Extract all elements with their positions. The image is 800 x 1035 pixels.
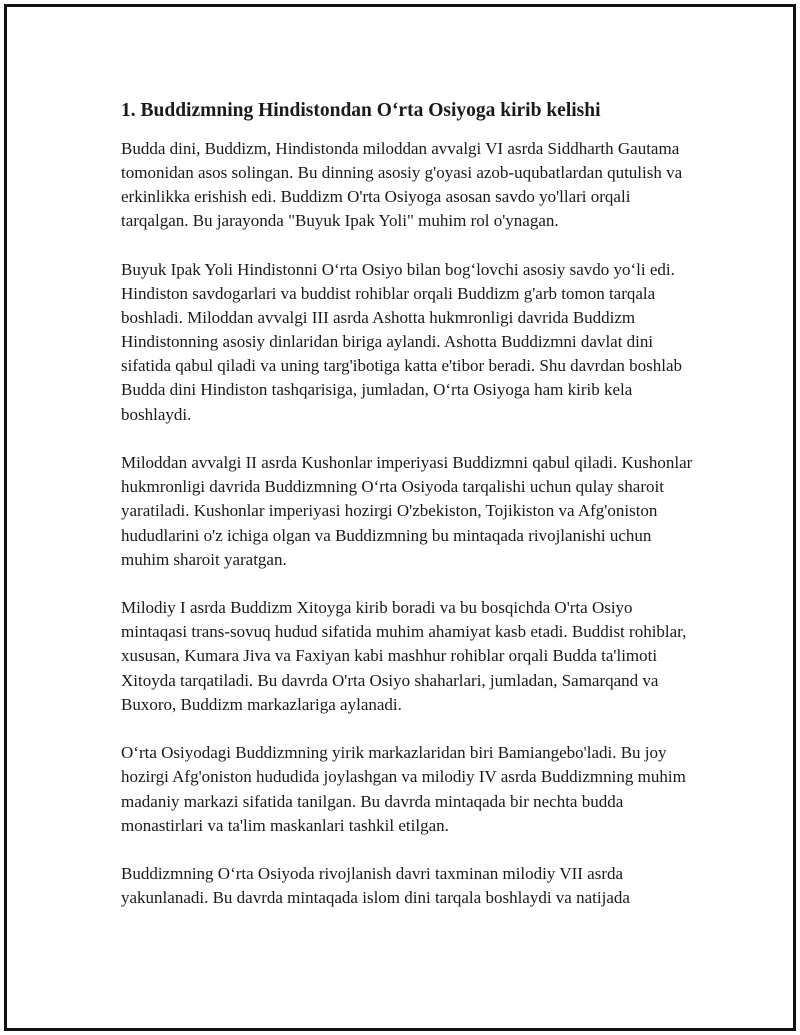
paragraph-4: Milodiy I asrda Buddizm Xitoyga kirib boradi va bu bosqichda O'rta Osiyo mintaqasi trans-sovuq hudud sifatida muhim ahamiyat kasb etadi. Buddist rohiblar, xususan, Kumara Jiva va Faxiyan kabi mashhur rohiblar orqali Budda ta'limoti Xitoyda tarqatiladi. Bu davrda O'rta Osiyo shaharlari, jumladan, Samarqand va Buxoro, Buddizm markazlariga aylanadi. <box>121 598 687 714</box>
paragraph-6: Buddizmning O‘rta Osiyoda rivojlanish davri taxminan milodiy VII asrda yakunlanadi. Bu davrda mintaqada islom dini tarqala boshlaydi va natijada <box>121 864 630 908</box>
page-frame <box>4 4 796 1031</box>
paragraph-5: O‘rta Osiyodagi Buddizmning yirik markazlaridan biri Bamiangebo'ladi. Bu joy hozirgi Afg'oniston hududida joylashgan va milodiy IV asrda Buddizmning muhim madaniy markazi sifatida tanilgan. Bu davrda mintaqada bir nechta budda monastirlari va ta'lim maskanlari tashkil etilgan. <box>121 743 686 835</box>
paragraph-3: Miloddan avvalgi II asrda Kushonlar imperiyasi Buddizmni qabul qiladi. Kushonlar hukmronligi davrida Buddizmning O‘rta Osiyoda tarqalishi uchun qulay sharoit yaratiladi. Kushonlar imperiyasi hozirgi O'zbekiston, Tojikiston va Afg'oniston hududlarini o'z ichiga olgan va Buddizmning bu mintaqada rivojlanishi uchun muhim sharoit yaratgan. <box>121 453 693 569</box>
document-body <box>121 99 701 911</box>
paragraph-1: Budda dini, Buddizm, Hindistonda miloddan avvalgi VI asrda Siddharth Gautama tomonidan asos solingan. Bu dinning asosiy g'oyasi azob-uqubatlardan qutulish va erkinlikka erishish edi. Buddizm O'rta Osiyoga asosan savdo yo'llari orqali tarqalgan. Bu jarayonda "Buyuk Ipak Yoli" muhim rol o'ynagan. <box>121 139 683 231</box>
section-title: 1. Buddizmning Hindistondan O‘rta Osiyoga kirib kelishi <box>121 100 601 121</box>
paragraph-2: Buyuk Ipak Yoli Hindistonni O‘rta Osiyo bilan bog‘lovchi asosiy savdo yo‘li edi. Hindiston savdogarlari va buddist rohiblar orqali Buddizm g'arb tomon tarqala boshladi. Miloddan avvalgi III asrda Ashotta hukmronligi davrida Buddizm Hindistonning asosiy dinlaridan biriga aylandi. Ashotta Buddizmni davlat dini sifatida qabul qiladi va uning targ'ibotiga katta e'tibor beradi. Shu davrdan boshlab Budda dini Hindiston tashqarisiga, jumladan, O‘rta Osiyoga ham kirib kela boshlaydi. <box>121 259 683 424</box>
